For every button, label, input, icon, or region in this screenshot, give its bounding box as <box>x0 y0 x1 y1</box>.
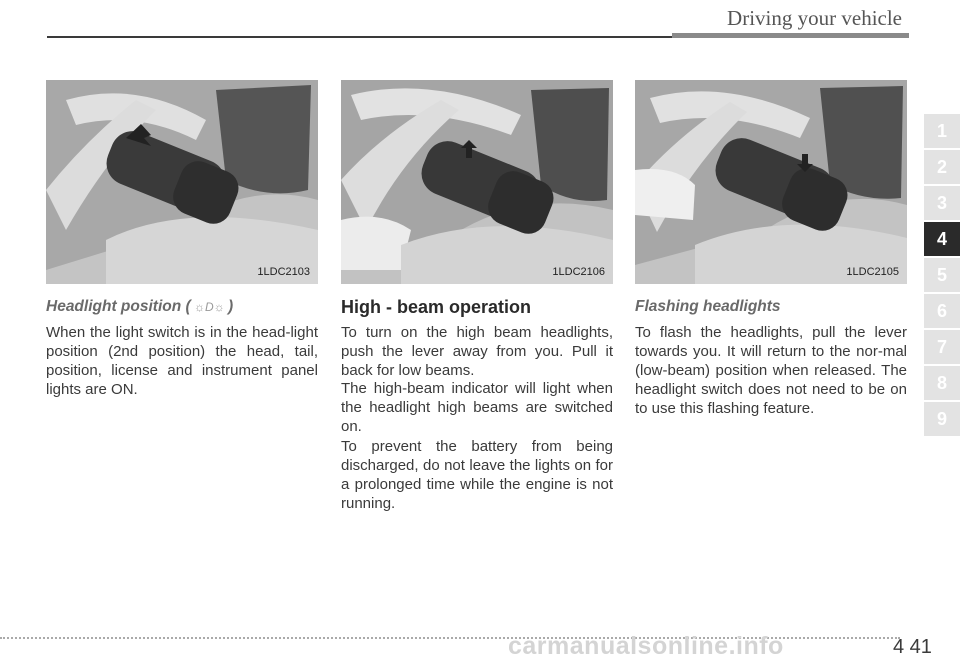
headlight-position-text: When the light switch is in the head-light position (2nd position) the head, tail, position, license and instrument panel lights are ON. <box>46 324 318 398</box>
chapter-tab-2[interactable]: 2 <box>924 150 960 184</box>
header-rule-accent <box>672 33 909 38</box>
headlight-position-photo <box>46 80 318 284</box>
high-beam-text-3: To prevent the battery from being discharged, do not leave the lights on for a prolonged time while the engine is not running. <box>341 438 613 512</box>
chapter-tab-9[interactable]: 9 <box>924 402 960 436</box>
chapter-tab-1[interactable]: 1 <box>924 114 960 148</box>
chapter-tab-5[interactable]: 5 <box>924 258 960 292</box>
flashing-headlights-text: To flash the headlights, pull the lever towards you. It will return to the nor-mal (low-beam) position when released. The headlight switch does not need to be on to use this flashing feature. <box>635 324 907 417</box>
headlight-symbol-icon: ☼D☼ <box>190 300 228 314</box>
page-header-title: Driving your vehicle <box>727 6 902 30</box>
image-code: 1LDC2106 <box>552 266 605 278</box>
chapter-tabs <box>924 114 960 438</box>
chapter-tab-6[interactable]: 6 <box>924 294 960 328</box>
watermark: carmanualsonline.info <box>508 632 784 660</box>
high-beam-caption: High - beam operation <box>341 297 532 317</box>
headlight-position-caption: Headlight position ( ☼D☼ ) <box>46 298 234 315</box>
flashing-headlights-caption: Flashing headlights <box>635 298 781 315</box>
image-code: 1LDC2103 <box>257 266 310 278</box>
chapter-tab-4[interactable]: 4 <box>924 222 960 256</box>
flashing-headlights-photo <box>635 80 907 284</box>
chapter-tab-3[interactable]: 3 <box>924 186 960 220</box>
chapter-tab-8[interactable]: 8 <box>924 366 960 400</box>
high-beam-text-2: The high-beam indicator will light when the headlight high beams are switched on. <box>341 380 613 435</box>
high-beam-text-1: To turn on the high beam headlights, push the lever away from you. Pull it back for low beams. <box>341 324 613 379</box>
image-code: 1LDC2105 <box>846 266 899 278</box>
high-beam-photo <box>341 80 613 284</box>
chapter-tab-7[interactable]: 7 <box>924 330 960 364</box>
page-number: 4 41 <box>893 636 932 658</box>
